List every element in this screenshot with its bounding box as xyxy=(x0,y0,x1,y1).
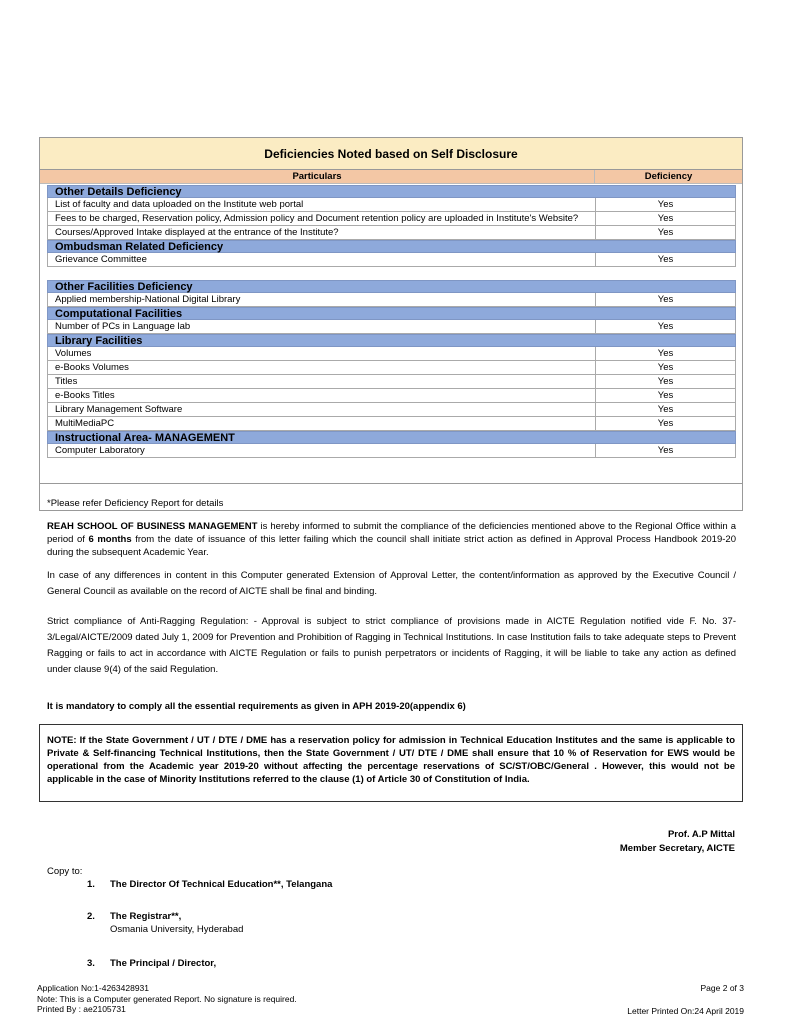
deficiency-cell: Yes xyxy=(657,199,674,210)
deficiency-cell: Yes xyxy=(657,376,674,387)
differences-paragraph: In case of any differences in content in this Computer generated Extension of Approval Letter, the content/information as approved by the Executive Council / General Council as available on the record of AICTE shall be final and binding. xyxy=(47,570,736,597)
table-row xyxy=(47,444,736,458)
copy-to-item xyxy=(87,878,332,891)
copy-to-number: 1. xyxy=(87,879,95,890)
copy-to-title: The Principal / Director, xyxy=(110,958,217,969)
deficiency-cell: Yes xyxy=(657,294,674,305)
copy-to-label: Copy to: xyxy=(47,866,83,877)
compliance-period: 6 months xyxy=(88,534,132,545)
particular-cell: Number of PCs in Language lab xyxy=(48,320,596,333)
table-footnote: *Please refer Deficiency Report for details xyxy=(47,498,224,509)
particular-cell: Grievance Committee xyxy=(48,253,596,266)
copy-to-subtitle: Osmania University, Hyderabad xyxy=(110,924,244,935)
table-row xyxy=(47,320,736,334)
particular-cell: Computer Laboratory xyxy=(48,444,596,457)
particular-cell: MultiMediaPC xyxy=(48,417,596,430)
column-header-deficiency: Deficiency xyxy=(644,171,693,182)
anti-ragging-paragraph: Strict compliance of Anti-Ragging Regulation: - Approval is subject to strict compliance of provisions made in AICTE Regulation notified vide F. No. 37-3/Legal/AICTE/2009 dated July 1, 2009 for Prevention and Prohibition of Ragging in Technical Institutions. In case Institution fails to take adequate steps to Prevent Ragging or fails to act in accordance with AICTE Regulation or fails to punish perpetrators or incidents of Ragging, it will be liable to take any action as defined under clause 9(4) of the said Regulation. xyxy=(47,616,736,675)
compliance-text-a: is hereby informed to submit the compliance of the deficiencies mentioned above to the Regional Office within a period of xyxy=(47,521,736,545)
footer-right xyxy=(627,983,744,1016)
table-row xyxy=(47,198,736,212)
table-row xyxy=(47,403,736,417)
table-title: Deficiencies Noted based on Self Disclosure xyxy=(40,138,742,170)
table-row xyxy=(47,226,736,240)
column-header-particulars: Particulars xyxy=(40,170,595,183)
signature-block xyxy=(620,828,735,856)
deficiency-table-frame xyxy=(39,137,743,511)
section-heading: Library Facilities xyxy=(47,334,736,347)
section-heading: Ombudsman Related Deficiency xyxy=(47,240,736,253)
particular-cell: Titles xyxy=(48,375,596,388)
printed-by: Printed By : ae2105731 xyxy=(37,1004,126,1014)
application-number: Application No:1-4263428931 xyxy=(37,983,150,993)
institution-name: REAH SCHOOL OF BUSINESS MANAGEMENT xyxy=(47,521,258,532)
copy-to-title: The Registrar**, xyxy=(110,911,182,922)
signatory-name: Prof. A.P Mittal xyxy=(667,829,735,840)
particular-cell: Applied membership-National Digital Library xyxy=(48,293,596,306)
particular-cell: Fees to be charged, Reservation policy, Admission policy and Document retention policy are uploaded in Institute's Website? xyxy=(48,212,596,225)
column-header-row xyxy=(40,170,742,184)
deficiency-cell: Yes xyxy=(657,390,674,401)
deficiency-list xyxy=(47,185,736,458)
particular-cell: Courses/Approved Intake displayed at the entrance of the Institute? xyxy=(48,226,596,239)
deficiency-cell: Yes xyxy=(657,254,674,265)
deficiency-cell: Yes xyxy=(657,321,674,332)
section-heading: Computational Facilities xyxy=(47,307,736,320)
section-heading: Other Details Deficiency xyxy=(47,185,736,198)
copy-to-number: 3. xyxy=(87,958,95,969)
section-gap xyxy=(47,267,736,280)
table-row xyxy=(47,212,736,226)
deficiency-cell: Yes xyxy=(657,418,674,429)
generated-note: Note: This is a Computer generated Report. No signature is required. xyxy=(37,993,297,1004)
particular-cell: Library Management Software xyxy=(48,403,596,416)
copy-to-title: The Director Of Technical Education**, Telangana xyxy=(110,879,333,890)
table-row xyxy=(47,361,736,375)
copy-to-number: 2. xyxy=(87,911,95,922)
table-row xyxy=(47,389,736,403)
deficiency-cell: Yes xyxy=(657,227,674,238)
deficiency-cell: Yes xyxy=(657,348,674,359)
ews-note-box: NOTE: If the State Government / UT / DTE / DME has a reservation policy for admission in Technical Education Institutes and the same is applicable to Private & Self-financing Technical Institutions, then the State Government / UT/ DTE / DME shall ensure that 10 % of Reservation for EWS would be operational from the Academic year 2019-20 without affecting the percentage reservations of SC/ST/OBC/General . However, this would not be applicable in the case of Minority Institutions referred to the clause (1) of Article 30 of Constitution of India. xyxy=(39,724,743,802)
divider xyxy=(40,483,742,484)
signatory-designation: Member Secretary, AICTE xyxy=(619,843,735,854)
table-row xyxy=(47,253,736,267)
compliance-paragraph xyxy=(47,520,736,559)
page-number: Page 2 of 3 xyxy=(700,983,744,993)
table-row xyxy=(47,417,736,431)
section-heading: Instructional Area- MANAGEMENT xyxy=(47,431,736,444)
particular-cell: Volumes xyxy=(48,347,596,360)
table-row xyxy=(47,347,736,361)
table-row xyxy=(47,375,736,389)
section-heading: Other Facilities Deficiency xyxy=(47,280,736,293)
table-row xyxy=(47,293,736,307)
particular-cell: List of faculty and data uploaded on the Institute web portal xyxy=(48,198,596,211)
particular-cell: e-Books Volumes xyxy=(48,361,596,374)
deficiency-cell: Yes xyxy=(657,213,674,224)
deficiency-cell: Yes xyxy=(657,445,674,456)
compliance-text-b: from the date of issuance of this letter failing which the council shall initiate strict action as defined in Approval Process Handbook 2019-20 during the subsequent Academic Year. xyxy=(47,534,736,558)
particular-cell: e-Books Titles xyxy=(48,389,596,402)
mandatory-paragraph: It is mandatory to comply all the essential requirements as given in APH 2019-20(appendix 6) xyxy=(47,701,466,712)
copy-to-item xyxy=(87,957,216,970)
deficiency-cell: Yes xyxy=(657,362,674,373)
copy-to-item xyxy=(87,910,243,936)
printed-on: Letter Printed On:24 April 2019 xyxy=(627,1005,744,1016)
footer-left xyxy=(37,983,297,1015)
deficiency-cell: Yes xyxy=(657,404,674,415)
